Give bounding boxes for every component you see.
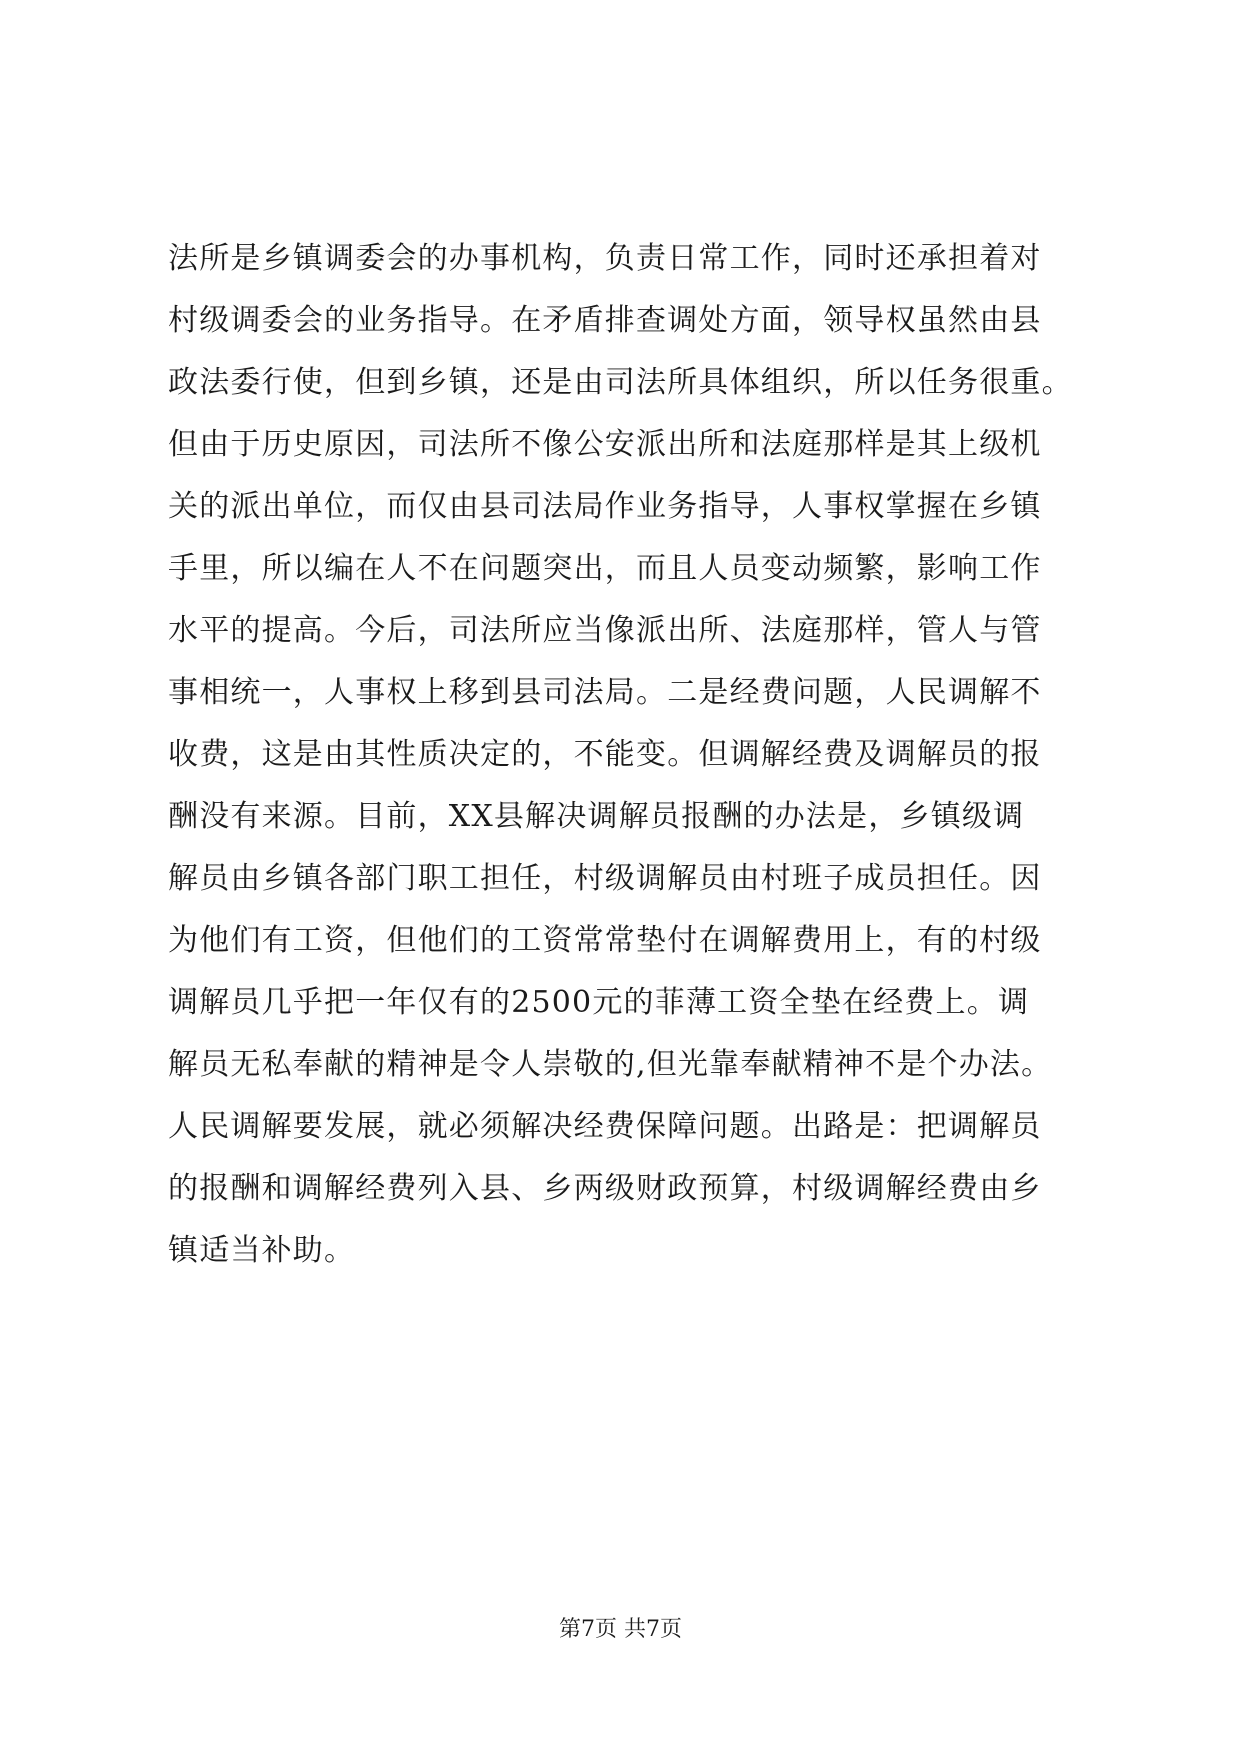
- text-line: 解员无私奉献的精神是令人崇敬的,但光靠奉献精神不是个办法。: [168, 1047, 1053, 1082]
- text-line: 事相统一，人事权上移到县司法局。二是经费问题，人民调解不: [168, 675, 1042, 710]
- text-line: 人民调解要发展，就必须解决经费保障问题。出路是：把调解员: [168, 1109, 1042, 1144]
- text-line: 法所是乡镇调委会的办事机构，负责日常工作，同时还承担着对: [168, 241, 1042, 276]
- text-line: 关的派出单位，而仅由县司法局作业务指导，人事权掌握在乡镇: [168, 489, 1042, 524]
- text-line: 调解员几乎把一年仅有的2500元的菲薄工资全垫在经费上。调: [168, 985, 1030, 1020]
- text-line: 为他们有工资，但他们的工资常常垫付在调解费用上，有的村级: [168, 923, 1042, 958]
- text-line: 收费，这是由其性质决定的，不能变。但调解经费及调解员的报: [168, 737, 1042, 772]
- page-number-footer: 第7页 共7页: [559, 1617, 682, 1642]
- text-line: 的报酬和调解经费列入县、乡两级财政预算，村级调解经费由乡: [168, 1171, 1042, 1206]
- body-paragraph: [168, 228, 1088, 1282]
- text-line: 酬没有来源。目前，XX县解决调解员报酬的办法是，乡镇级调: [168, 799, 1025, 834]
- text-line: 镇适当补助。: [168, 1233, 356, 1268]
- text-line: 政法委行使，但到乡镇，还是由司法所具体组织，所以任务很重。: [168, 365, 1073, 400]
- text-line: 水平的提高。今后，司法所应当像派出所、法庭那样，管人与管: [168, 613, 1042, 648]
- text-line: 村级调委会的业务指导。在矛盾排查调处方面，领导权虽然由县: [168, 303, 1042, 338]
- text-line: 解员由乡镇各部门职工担任，村级调解员由村班子成员担任。因: [168, 861, 1042, 896]
- text-line: 手里，所以编在人不在问题突出，而且人员变动频繁，影响工作: [168, 551, 1042, 586]
- text-line: 但由于历史原因，司法所不像公安派出所和法庭那样是其上级机: [168, 427, 1042, 462]
